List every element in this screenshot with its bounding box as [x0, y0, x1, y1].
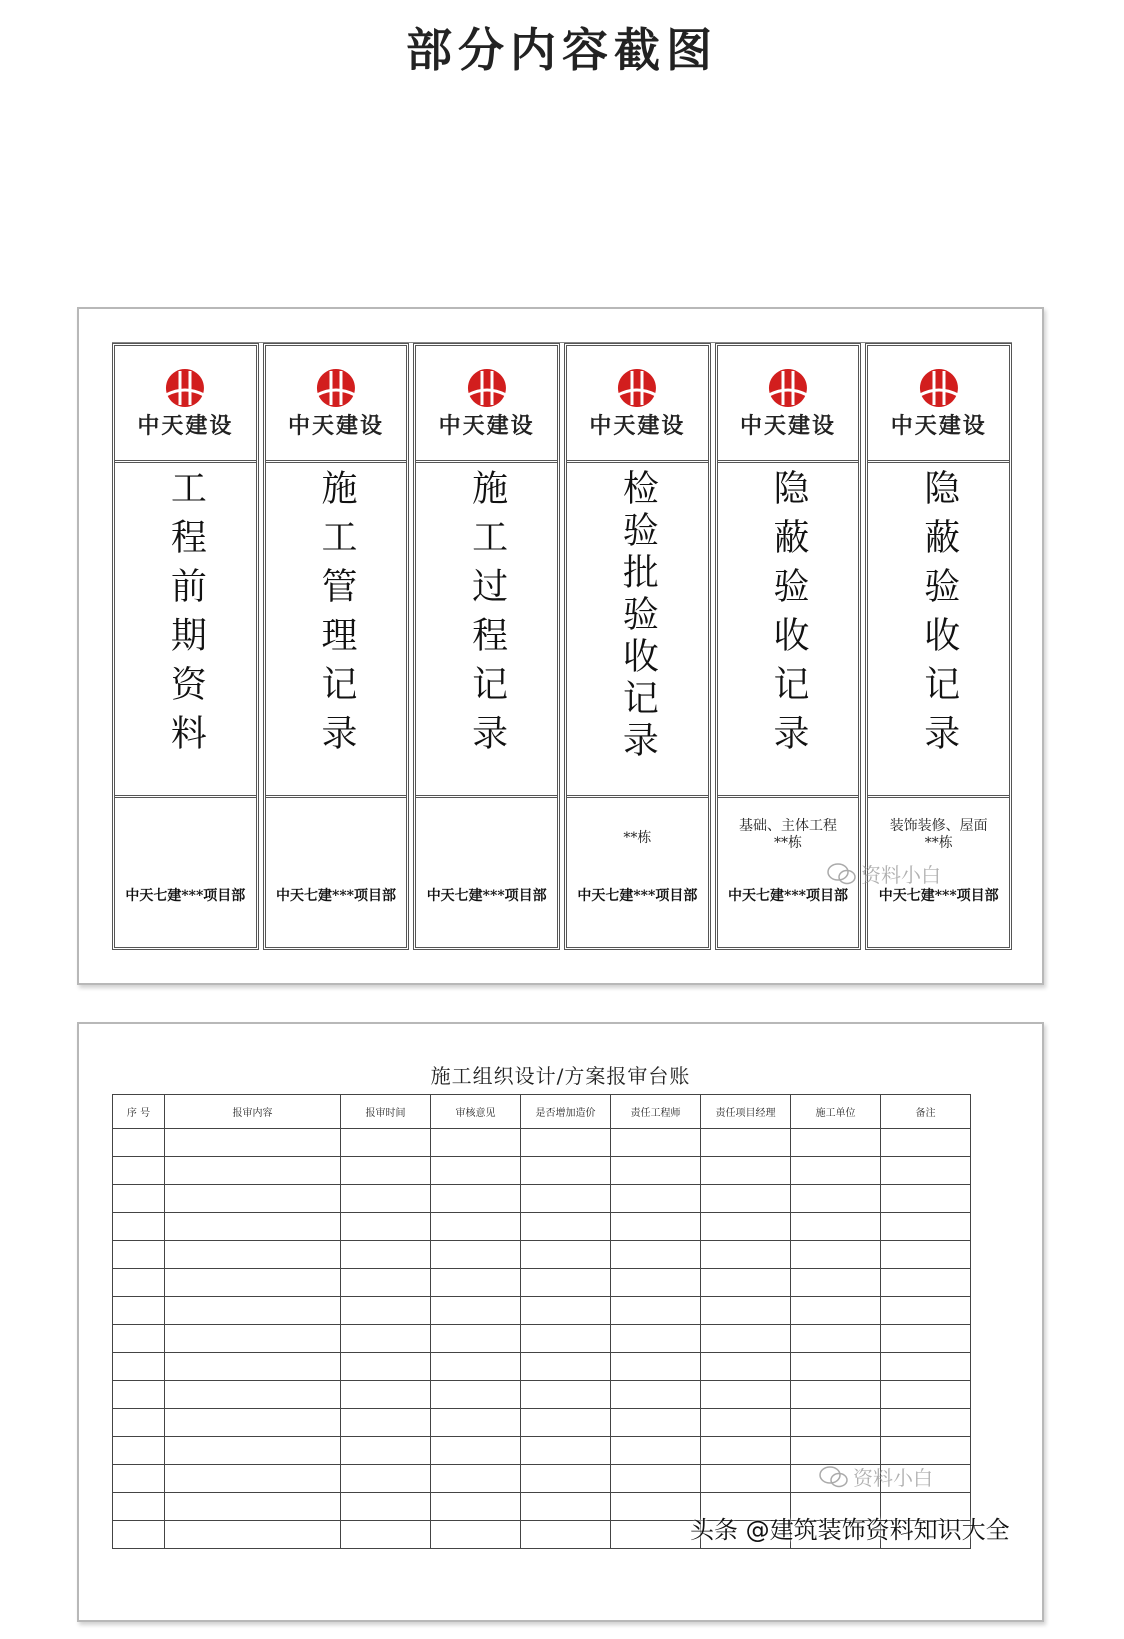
- table-cell: [521, 1297, 611, 1325]
- table-cell: [341, 1521, 431, 1549]
- table-cell: [431, 1493, 521, 1521]
- table-cell: [611, 1241, 701, 1269]
- table-cell: [611, 1157, 701, 1185]
- table-cell: [431, 1409, 521, 1437]
- table-cell: [791, 1185, 881, 1213]
- table-cell: [611, 1353, 701, 1381]
- spine-logo-box: [868, 346, 1009, 463]
- table-cell: [521, 1493, 611, 1521]
- logo-text: 中天建设: [438, 412, 535, 439]
- logo-text: 中天建设: [740, 412, 837, 439]
- table-cell: [113, 1465, 165, 1493]
- spine-title: 施工过程记录: [466, 469, 508, 763]
- spine-logo-box: [266, 346, 407, 463]
- table-cell: [521, 1381, 611, 1409]
- table-cell: [881, 1381, 971, 1409]
- table-cell: [701, 1185, 791, 1213]
- zhongtian-logo-icon: [313, 367, 359, 407]
- spine-title-box: [416, 463, 557, 798]
- table-row: [113, 1157, 971, 1185]
- table-cell: [341, 1213, 431, 1241]
- table-cell: [611, 1521, 701, 1549]
- table-cell: [521, 1241, 611, 1269]
- table-cell: [165, 1185, 341, 1213]
- zhongtian-logo-icon: [614, 367, 660, 407]
- table-cell: [611, 1213, 701, 1241]
- wechat-icon: [819, 1466, 849, 1488]
- table-cell: [165, 1409, 341, 1437]
- table-cell: [521, 1437, 611, 1465]
- spine-org: 中天七建***项目部: [878, 888, 999, 904]
- table-cell: [165, 1297, 341, 1325]
- table-cell: [113, 1185, 165, 1213]
- table-cell: [521, 1213, 611, 1241]
- table-row: [113, 1129, 971, 1157]
- table-cell: [791, 1269, 881, 1297]
- col-header: 报审时间: [341, 1095, 431, 1129]
- page-title: 部分内容截图: [406, 23, 718, 77]
- zhongtian-logo-icon: [765, 367, 811, 407]
- logo-text: 中天建设: [137, 412, 234, 439]
- table-cell: [881, 1269, 971, 1297]
- table-cell: [431, 1157, 521, 1185]
- table-cell: [165, 1493, 341, 1521]
- table-cell: [881, 1325, 971, 1353]
- spine-title: 隐蔽验收记录: [918, 469, 960, 763]
- table-cell: [341, 1381, 431, 1409]
- table-row: [113, 1241, 971, 1269]
- table-cell: [165, 1129, 341, 1157]
- table-cell: [701, 1241, 791, 1269]
- footer-credit: 头条 @建筑装饰资料知识大全: [690, 1516, 1010, 1544]
- table-cell: [521, 1157, 611, 1185]
- table-cell: [791, 1381, 881, 1409]
- spine-labels-sheet: [77, 307, 1044, 985]
- table-cell: [341, 1437, 431, 1465]
- zhongtian-logo-icon: [916, 367, 962, 407]
- watermark: [819, 1462, 933, 1491]
- table-cell: [113, 1409, 165, 1437]
- wechat-icon: [827, 863, 857, 885]
- spine-footer: [567, 798, 708, 947]
- table-cell: [341, 1493, 431, 1521]
- table-cell: [341, 1409, 431, 1437]
- table-cell: [791, 1241, 881, 1269]
- table-cell: [881, 1297, 971, 1325]
- table-cell: [611, 1129, 701, 1157]
- table-cell: [881, 1437, 971, 1465]
- table-cell: [521, 1353, 611, 1381]
- table-cell: [113, 1269, 165, 1297]
- table-cell: [701, 1437, 791, 1465]
- spine-logo-box: [567, 346, 708, 463]
- table-cell: [701, 1465, 791, 1493]
- table-cell: [611, 1465, 701, 1493]
- table-cell: [341, 1129, 431, 1157]
- table-cell: [165, 1353, 341, 1381]
- spine-scope: 装饰装修、屋面 **栋: [889, 818, 988, 851]
- spine-footer: [416, 798, 557, 947]
- table-cell: [431, 1185, 521, 1213]
- table-cell: [113, 1325, 165, 1353]
- table-cell: [431, 1269, 521, 1297]
- zhongtian-logo-icon: [162, 367, 208, 407]
- spine-logo-box: [718, 346, 859, 463]
- table-cell: [113, 1157, 165, 1185]
- table-cell: [701, 1269, 791, 1297]
- table-cell: [611, 1493, 701, 1521]
- table-cell: [611, 1297, 701, 1325]
- table-cell: [431, 1129, 521, 1157]
- table-cell: [113, 1381, 165, 1409]
- col-header: 责任项目经理: [701, 1095, 791, 1129]
- table-cell: [791, 1297, 881, 1325]
- table-row: [113, 1381, 971, 1409]
- spine-org: 中天七建***项目部: [577, 888, 698, 904]
- col-header: 序 号: [113, 1095, 165, 1129]
- spine-logo-box: [115, 346, 256, 463]
- table-cell: [431, 1465, 521, 1493]
- table-cell: [521, 1185, 611, 1213]
- table-row: [113, 1213, 971, 1241]
- spine-org: 中天七建***项目部: [125, 888, 246, 904]
- col-header: 备注: [881, 1095, 971, 1129]
- table-cell: [521, 1269, 611, 1297]
- col-header: 是否增加造价: [521, 1095, 611, 1129]
- table-row: [113, 1325, 971, 1353]
- table-cell: [165, 1325, 341, 1353]
- table-cell: [521, 1521, 611, 1549]
- table-cell: [611, 1409, 701, 1437]
- table-cell: [341, 1157, 431, 1185]
- table-cell: [431, 1353, 521, 1381]
- table-cell: [701, 1381, 791, 1409]
- table-cell: [791, 1157, 881, 1185]
- table-cell: [701, 1409, 791, 1437]
- spine-footer: [266, 798, 407, 947]
- table-cell: [791, 1325, 881, 1353]
- table-cell: [521, 1409, 611, 1437]
- logo-text: 中天建设: [890, 412, 987, 439]
- table-cell: [521, 1129, 611, 1157]
- table-cell: [341, 1353, 431, 1381]
- table-cell: [431, 1213, 521, 1241]
- table-cell: [341, 1325, 431, 1353]
- table-cell: [113, 1297, 165, 1325]
- table-row: [113, 1409, 971, 1437]
- table-cell: [881, 1129, 971, 1157]
- table-cell: [431, 1521, 521, 1549]
- table-cell: [113, 1437, 165, 1465]
- table-cell: [165, 1213, 341, 1241]
- table-cell: [113, 1129, 165, 1157]
- spine-title-box: [567, 463, 708, 798]
- spine-title-box: [115, 463, 256, 798]
- spine-org: 中天七建***项目部: [276, 888, 396, 904]
- table-cell: [521, 1325, 611, 1353]
- spine-org: 中天七建***项目部: [426, 888, 547, 904]
- spine-title-box: [718, 463, 859, 798]
- table-cell: [113, 1493, 165, 1521]
- spine-label: [112, 343, 259, 950]
- spine-title-box: [868, 463, 1009, 798]
- register-header-row: [113, 1095, 971, 1129]
- table-cell: [881, 1213, 971, 1241]
- table-cell: [113, 1241, 165, 1269]
- table-cell: [881, 1353, 971, 1381]
- spine-footer: [115, 798, 256, 947]
- table-cell: [611, 1185, 701, 1213]
- table-cell: [791, 1409, 881, 1437]
- table-cell: [611, 1269, 701, 1297]
- logo-text: 中天建设: [288, 412, 385, 439]
- col-header: 施工单位: [791, 1095, 881, 1129]
- spine-logo-box: [416, 346, 557, 463]
- table-cell: [341, 1241, 431, 1269]
- table-cell: [701, 1157, 791, 1185]
- table-cell: [165, 1521, 341, 1549]
- zhongtian-logo-icon: [464, 367, 510, 407]
- table-cell: [881, 1157, 971, 1185]
- spine-scope: 基础、主体工程 **栋: [739, 818, 838, 851]
- table-cell: [881, 1185, 971, 1213]
- table-cell: [611, 1325, 701, 1353]
- table-cell: [791, 1353, 881, 1381]
- table-cell: [113, 1353, 165, 1381]
- col-header: 审核意见: [431, 1095, 521, 1129]
- table-cell: [165, 1465, 341, 1493]
- table-row: [113, 1297, 971, 1325]
- col-header: 责任工程师: [611, 1095, 701, 1129]
- table-cell: [431, 1297, 521, 1325]
- spine-label: [413, 343, 560, 950]
- logo-text: 中天建设: [589, 412, 686, 439]
- spine-scope: **栋: [623, 830, 652, 846]
- spine-title: 工程前期资料: [165, 469, 207, 763]
- table-cell: [701, 1353, 791, 1381]
- table-cell: [791, 1129, 881, 1157]
- table-cell: [611, 1437, 701, 1465]
- table-cell: [165, 1269, 341, 1297]
- table-row: [113, 1437, 971, 1465]
- table-cell: [431, 1325, 521, 1353]
- table-cell: [113, 1213, 165, 1241]
- spine-title-box: [266, 463, 407, 798]
- spine-title: 施工管理记录: [316, 469, 357, 763]
- table-cell: [431, 1437, 521, 1465]
- table-cell: [165, 1241, 341, 1269]
- table-cell: [165, 1437, 341, 1465]
- table-cell: [113, 1521, 165, 1549]
- watermark: [827, 859, 941, 888]
- table-cell: [341, 1185, 431, 1213]
- table-cell: [701, 1297, 791, 1325]
- table-cell: [341, 1269, 431, 1297]
- table-cell: [701, 1129, 791, 1157]
- spine-title: 检验批验收记录: [617, 469, 659, 763]
- table-cell: [881, 1409, 971, 1437]
- table-cell: [791, 1213, 881, 1241]
- spine-label: [263, 343, 410, 950]
- table-cell: [701, 1325, 791, 1353]
- watermark-text: 资料小白: [861, 863, 941, 887]
- table-cell: [881, 1241, 971, 1269]
- register-caption: 施工组织设计/方案报审台账: [430, 1064, 691, 1088]
- table-cell: [521, 1465, 611, 1493]
- table-cell: [341, 1297, 431, 1325]
- table-cell: [165, 1157, 341, 1185]
- table-cell: [431, 1241, 521, 1269]
- table-cell: [341, 1465, 431, 1493]
- table-cell: [431, 1381, 521, 1409]
- watermark-text: 资料小白: [853, 1466, 933, 1490]
- spine-title: 隐蔽验收记录: [768, 469, 810, 763]
- table-row: [113, 1269, 971, 1297]
- table-cell: [701, 1213, 791, 1241]
- table-cell: [791, 1437, 881, 1465]
- spine-org: 中天七建***项目部: [728, 888, 848, 904]
- table-cell: [611, 1381, 701, 1409]
- table-row: [113, 1353, 971, 1381]
- table-row: [113, 1185, 971, 1213]
- table-cell: [165, 1381, 341, 1409]
- spine-label: [564, 343, 711, 950]
- col-header: 报审内容: [165, 1095, 341, 1129]
